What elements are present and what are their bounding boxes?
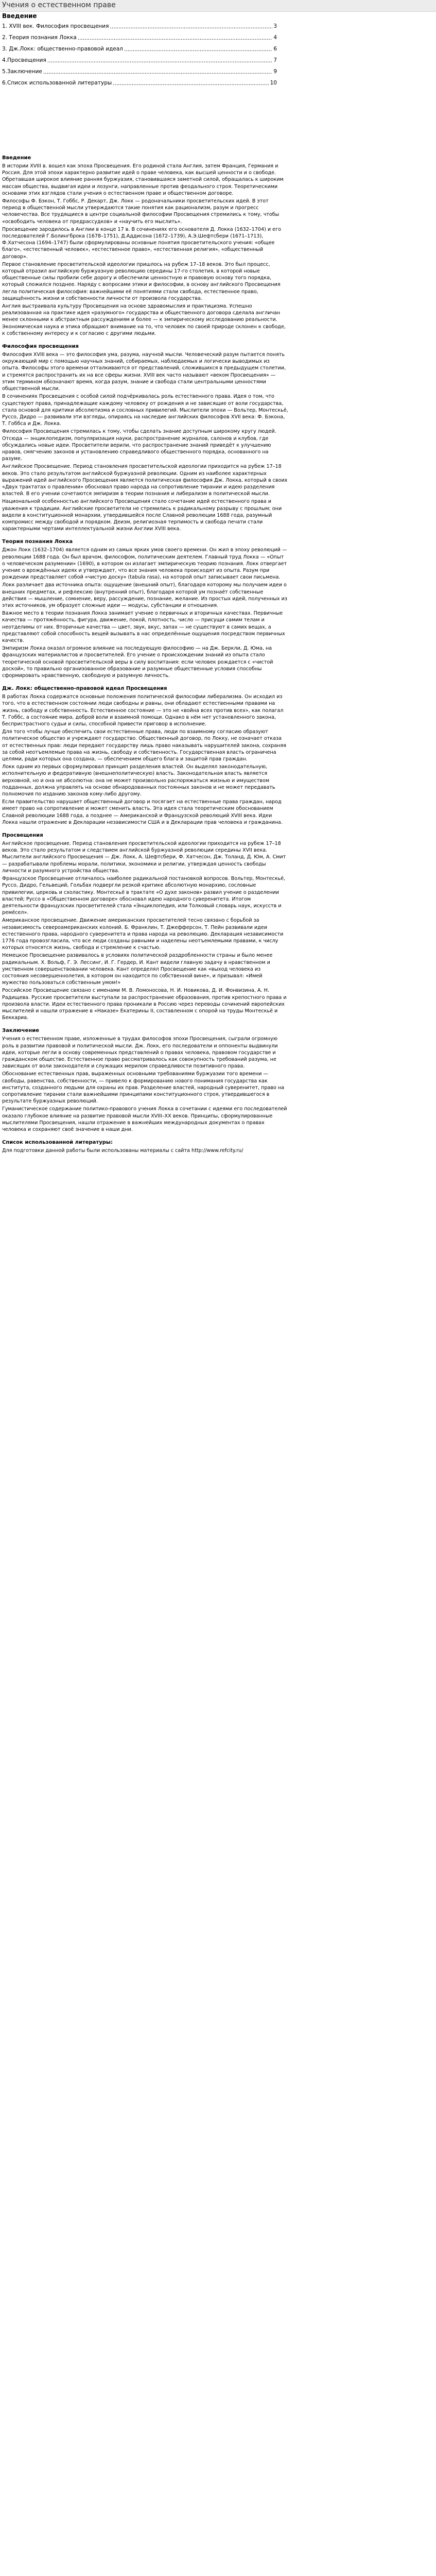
body-paragraph: Первое становление просветительской идеологии пришлось на рубеж 17–18 веков. Это был процесс, который отразил английскую буржуазную революцию середины 17-го столетия, в которой новые общественные силы пробили себе дорогу и обеспечили ценностную и правовую основу того порядка, который сложился позднее. Наряду с вопросами этики и философии, в основу английского Просвещения легла политическая философия: важнейшими её понятиями стали свобода, естественное право, защищённость жизни и собственности личности от произвола государства.: [2, 261, 281, 301]
toc-entry-title: 6.Список использованной литературы: [2, 80, 112, 86]
body-paragraph: Если правительство нарушает общественный договор и посягает на естественные права граждан, народ имеет право на сопротивление и может сменить власть. Эта идея стала теоретическим обоснованием Славной революции 1688 года, а позднее — Американской и Французской революций XVIII века. Идеи Локка нашли отражение в Декларации независимости США и в Декларации прав человека и гражданина.: [2, 799, 283, 825]
toc-entry-page: 3: [273, 23, 277, 29]
body-paragraph: Французское Просвещение отличалось наиболее радикальной постановкой вопросов. Вольтер, Монтескьё, Руссо, Дидро, Гельвеций, Гольбах подвергли резкой критике абсолютную монархию, сословные привилегии, церковь и схоластику. Монтескьё в трактате «О духе законов» развил учение о разделении властей; Руссо в «Общественном договоре» обосновал идею народного суверенитета. Итогом деятельности французских просветителей стала «Энциклопедия, или Толковый словарь наук, искусств и ремёсел».: [2, 876, 286, 916]
intro-paragraph: В истории XVIII в. вошел как эпоха Просвещения. Его родиной стала Англия, затем Франция, Германия и Россия. Для этой эпохи характерно развитие идей о праве человека, как высшей ценности и о свободе. Обретавшая широкое влияние ранняя буржуазия, становившаяся заметной силой, обращалась к широким массам общества, выдвигая идеи и лозунги, направленные против феодального строя. Теоретическими основами этих взглядов стали учения о естественном праве и общественном договоре.: [2, 163, 284, 196]
toc-leader-dots: [124, 46, 272, 53]
body-paragraph: В сочинениях Просвещения с особой силой подчёркивалась роль естественного права. Идея о том, что существуют права, принадлежащие каждому человеку от рождения и не зависящие от воли государства, стала основой для критики абсолютизма и сословных привилегий. Мыслители эпохи — Вольтер, Монтескьё, Руссо, Дидро — развивали эти взгляды, опираясь на наследие английских философов XVII века: Ф. Бэкона, Т. Гоббса и Дж. Локка.: [2, 394, 288, 427]
title-bar: [0, 0, 436, 12]
body-paragraph: Немецкое Просвещение развивалось в условиях политической раздробленности страны и было менее радикальным. Х. Вольф, Г. Э. Лессинг, И. Г. Гердер, И. Кант видели главную задачу в нравственном и умственном совершенствовании человека. Кант определял Просвещение как «выход человека из состояния несовершеннолетия, в котором он находится по собственной вине», и призывал: «Имей мужество пользоваться собственным умом!»: [2, 953, 273, 986]
body-paragraph: Национальной особенностью английского Просвещения стало сочетание идей естественного права и уважения к традиции. Английские просветители не стремились к радикальному разрыву с прошлым; они видели в конституционной монархии, утвердившейся после Славной революции 1688 года, разумный компромисс между свободой и порядком. Деизм, религиозная терпимость и свобода печати стали характерными чертами интеллектуальной жизни Англии XVIII века.: [2, 499, 282, 532]
body-paragraph: Обоснование естественных прав, выраженных основными требованиями буржуазии того времени — свободы, равенства, собственности, — привело к формированию нового понимания государства как института, созданного людьми для охраны их прав. Разделение властей, народный суверенитет, право на сопротивление тирании стали важнейшими принципами конституционного строя, утвердившегося в результате буржуазных революций.: [2, 1071, 285, 1105]
body-paragraph: Философия Просвещения стремилась к тому, чтобы сделать знание доступным широкому кругу людей. Отсюда — энциклопедизм, популяризация науки, распространение журналов, салонов и клубов, где обсуждались новые идеи. Просветители верили, что распространение знаний приведёт к улучшению нравов, смягчению законов и установлению справедливого общественного порядка, основанного на разуме.: [2, 429, 276, 462]
body-paragraph: Локк одним из первых сформулировал принцип разделения властей. Он выделял законодательную, исполнительную и федеративную (внешнеполитическую) власть. Законодательная власть является верховной, но и она не абсолютна: она не может произвольно распоряжаться жизнью и имуществом подданных, должна управлять на основе обнародованных постоянных законов и не может передавать полномочия по изданию законов кому-либо другому.: [2, 764, 275, 798]
toc-heading: Введение: [2, 12, 37, 20]
toc-leader-dots: [47, 57, 273, 64]
toc-leader-dots: [110, 23, 272, 30]
body-paragraph: Российское Просвещение связано с именами М. В. Ломоносова, Н. И. Новикова, Д. И. Фонвизина, А. Н. Радищева. Русские просветители выступали за распространение образования, против крепостного права и произвола власти. Идеи естественного права проникали в Россию через переводы сочинений европейских мыслителей и нашли отражение в «Наказе» Екатерины II, составленном с опорой на труды Монтескьё и Беккариа.: [2, 988, 287, 1021]
body-paragraph: Гуманистическое содержание политико-правового учения Локка в сочетании с идеями его последователей оказало глубокое влияние на развитие правовой мысли XVIII–XX веков. Принципы, сформулированные мыслителями Просвещения, нашли отражение в важнейших международных документах о правах человека и сохраняют своё значение в наши дни.: [2, 1106, 287, 1132]
body-sections: [2, 261, 288, 1155]
body-paragraph: В работах Локка содержатся основные положения политической философии либерализма. Он исходил из того, что в естественном состоянии люди свободны и равны, они обладают естественными правами на жизнь, свободу и собственность. Естественное состояние — это не «война всех против всех», как полагал Т. Гоббс, а состояние мира, доброй воли и взаимной помощи. Однако в нём нет установленного закона, беспристрастного судьи и силы, способной привести приговор в исполнение.: [2, 694, 284, 727]
body-paragraph: Английское просвещение. Период становления просветительской идеологии приходится на рубеж 17–18 веков. Это стало результатом и следствием английской буржуазной революции середины XVII века. Мыслители английского Просвещения — Дж. Локк, А. Шефтсбери, Ф. Хатчесон, Дж. Толанд, Д. Юм, А. Смит — разрабатывали проблемы морали, политики, экономики и религии, утверждая ценность свободы личности и разумного устройства общества.: [2, 841, 286, 874]
toc-entry-title: 3. Дж.Локк: общественно-правовой идеал: [2, 46, 124, 52]
toc-entry[interactable]: [2, 66, 277, 77]
body-paragraph: Эмпиризм Локка оказал огромное влияние на последующую философию — на Дж. Беркли, Д. Юма, на французских материалистов и просветителей. Его учение о происхождении знаний из опыта стало теоретической основой просветительской веры в силу воспитания: если человек рождается с «чистой доской», то правильно организованное образование и разумные общественные условия способны сформировать нравственную, свободную и разумную личность.: [2, 646, 273, 679]
toc-entry-title: 4.Просвещения: [2, 57, 46, 63]
table-of-contents: [2, 21, 277, 89]
section-heading: Просвещения: [2, 833, 43, 839]
toc-entry[interactable]: [2, 21, 277, 32]
section-heading: Теория познания Локка: [2, 539, 73, 545]
toc-entry[interactable]: [2, 43, 277, 55]
body-paragraph: Джон Локк (1632–1704) является одним из самых ярких умов своего времени. Он жил в эпоху революций — революции 1688 года. Он был врачом, философом, политическим деятелем. Главный труд Локка — «Опыт о человеческом разумении» (1690), в котором он излагает эмпирическую теорию познания. Локк отвергает учение о врождённых идеях и утверждает, что все знания человека происходят из опыта. Разум при рождении представляет собой «чистую доску» (tabula rasa), на которой опыт записывает свои письмена.: [2, 547, 287, 581]
section-heading: Список использованной литературы:: [2, 1140, 113, 1146]
toc-leader-dots: [113, 80, 269, 87]
toc-entry-title: 2. Теория познания Локка: [2, 35, 77, 41]
toc-entry-page: 9: [273, 69, 277, 75]
body-paragraph: Важное место в теории познания Локка занимает учение о первичных и вторичных качествах. Первичные качества — протяжённость, фигура, движение, покой, плотность, число — присущи самим телам и неотделимы от них. Вторичные качества — цвет, звук, вкус, запах — не существуют в самих вещах, а представляют собой способность вещей вызывать в нас определённые ощущения посредством первичных качеств.: [2, 611, 285, 643]
toc-entry-page: 10: [270, 80, 277, 86]
intro-paragraph: Просвещение зародилось в Англии в конце 17 в. В сочинениях его основателя Д. Локка (1632–1704) и его последователей Г.Болингброка (1678–1751), Д.Аддисона (1672–1739), А.Э.Шефтсбери (1671–1713), Ф.Хатчесона (1694–1747) были сформулированы основные понятия просветительского учения: «общее благо», «естественный человек», «естественное право», «естественная религия», «общественный договор».: [2, 226, 281, 260]
intro-paragraph: Философы Ф. Бэкон, Т. Гоббс, Р. Декарт, Дж. Локк — родоначальники просветительских идей. В этот период в общественной мысли утверждаются такие понятия как рационализм, разум и прогресс человечества. Все трудящиеся в центре социальной философии Просвещения стремились к тому, чтобы «освободить человека от предрассудков» и «научить его мыслить».: [2, 198, 280, 225]
toc-entry-page: 7: [273, 57, 277, 63]
body-paragraph: Английское Просвещение. Период становления просветительской идеологии приходится на рубеж 17–18 веков. Это стало результатом английской буржуазной революции. Одним из наиболее характерных выражений идей английского Просвещения является политическая философия Дж. Локка, который в своих «Двух трактатах о правлении» обосновал право народа на сопротивление тирании и идею разделения властей. В его учении сочетаются эмпиризм в теории познания и либерализм в политической мысли.: [2, 464, 288, 497]
toc-entry[interactable]: [2, 32, 277, 43]
toc-entry[interactable]: [2, 55, 277, 66]
toc-leader-dots: [78, 35, 273, 42]
body-paragraph: Для того чтобы лучше обеспечить свои естественные права, люди по взаимному согласию образуют политическое общество и учреждают государство. Общественный договор, по Локку, не означает отказа от естественных прав: люди передают государству лишь право наказывать нарушителей закона, сохраняя за собой неотъемлемые права на жизнь, свободу и собственность. Государственная власть ограничена целями, ради которых она создана, — обеспечением общего блага и защитой прав граждан.: [2, 729, 287, 762]
reference-item: Для подготовки данной работы были использованы материалы с сайта http://www.refcity.ru/: [2, 1148, 243, 1154]
toc-leader-dots: [43, 69, 272, 76]
page-title: Учения о естественном праве: [2, 1, 116, 9]
intro-heading: Введение: [2, 155, 31, 161]
body-paragraph: Локк различает два источника опыта: ощущение (внешний опыт), благодаря которому мы получаем идеи о внешних предметах, и рефлексию (внутренний опыт), благодаря которой ум познаёт собственные действия — мышление, сомнение, веру, рассуждение, познание, желание. Из простых идей, полученных из этих источников, ум образует сложные идеи — модусы, субстанции и отношения.: [2, 582, 287, 608]
toc-entry-title: 1. XVIII век. Философия просвещения: [2, 23, 109, 29]
body-paragraph: Учения о естественном праве, изложенные в трудах философов эпохи Просвещения, сыграли огромную роль в развитии правовой и политической мысли. Дж. Локк, его последователи и оппоненты выдвинули идеи, которые легли в основу современных представлений о правах человека, правовом государстве и гражданском обществе. Естественное право рассматривалось как совокупность требований разума, не зависящих от воли законодателя и служащих мерилом справедливости позитивного права.: [2, 1036, 278, 1070]
toc-entry-page: 6: [273, 46, 277, 52]
body-paragraph: Англия выстраивала культуру Просвещения на основе здравомыслия и практицизма. Успешно реализованная на практике идея «разумного» государства и общественного договора сделала англичан менее склонными к абстрактным рассуждениям и более — к эмпирическому исследованию реальности. Экономическая наука и этика обращают внимание на то, что человек по своей природе склонен к свободе, к собственному интересу и к согласию с другими людьми.: [2, 303, 286, 336]
toc-entry-title: 5.Заключение: [2, 69, 42, 75]
document-body: [2, 148, 288, 1155]
toc-entry-page: 4: [273, 35, 277, 41]
body-paragraph: Философия XVIII века — это философия ума, разума, научной мысли. Человеческий разум пытается понять окружающий мир с помощью научных знаний, собираемых, наблюдаемых и логически выводимых из опыта. Философы этого времени отталкиваются от представлений, сложившихся в предыдущем столетии, и стремятся распространить их на все сферы жизни. XVIII век часто называют «веком Просвещения» — этим термином обозначают время, когда разум, знание и свобода стали центральными ценностями общественной мысли.: [2, 352, 286, 392]
section-heading: Заключение: [2, 1028, 40, 1034]
body-paragraph: Американское просвещение. Движение американских просветителей тесно связано с борьбой за независимость североамериканских колоний. Б. Франклин, Т. Джефферсон, Т. Пейн развивали идеи естественного права, народного суверенитета и права народа на революцию. Декларация независимости 1776 года провозгласила, что все люди созданы равными и наделены неотъемлемыми правами, к числу которых относятся жизнь, свобода и стремление к счастью.: [2, 918, 284, 951]
section-heading: Философия просвещения: [2, 344, 79, 350]
toc-entry[interactable]: [2, 77, 277, 89]
section-heading: Дж. Локк: общественно-правовой идеал Просвещения: [2, 686, 167, 692]
